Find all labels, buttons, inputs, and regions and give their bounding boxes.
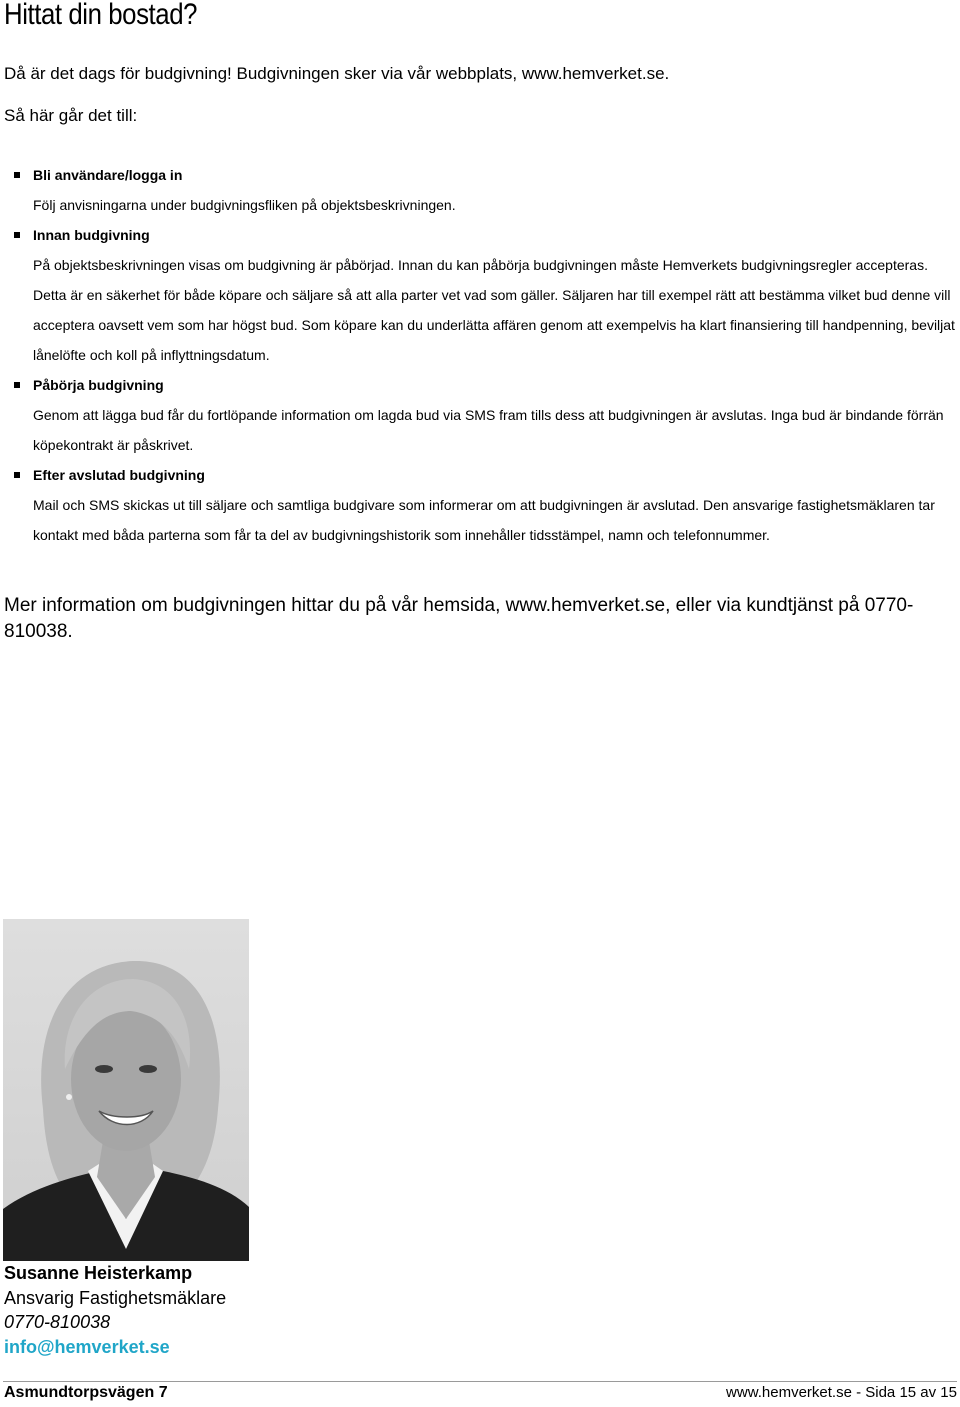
step-body: Följ anvisningarna under budgivningsfliken på objektsbeskrivningen. <box>33 197 456 213</box>
contact-role: Ansvarig Fastighetsmäklare <box>4 1288 227 1308</box>
intro-text: Då är det dags för budgivning! Budgivningen sker via vår webbplats, www.hemverket.se. <box>4 64 670 83</box>
step-body: På objektsbeskrivningen visas om budgivning är påbörjad. Innan du kan påbörja budgivningen måste Hemverkets budgivningsregler accepteras. Detta är en säkerhet för både köpare och säljare så att alla parter vet vad som gäller. Säljaren har till exempel rätt att bestämma vilket bud denne vill acceptera oavsett vem som har högst bud. Som köpare kan du underlätta affären genom att exempelvis ha klart finansiering till handpenning, beviljat lånelöfte och koll på inflyttningsdatum. <box>33 257 955 363</box>
footer-page-info: www.hemverket.se - Sida 15 av 15 <box>726 1384 957 1401</box>
contact-name: Susanne Heisterkamp <box>4 1263 193 1283</box>
step-item <box>0 220 960 370</box>
step-heading: Efter avslutad budgivning <box>33 467 205 483</box>
square-bullet-icon <box>14 172 20 178</box>
step-heading: Bli användare/logga in <box>33 167 183 183</box>
step-item <box>0 370 960 460</box>
square-bullet-icon <box>14 382 20 388</box>
footer-divider <box>3 1381 957 1382</box>
square-bullet-icon <box>14 232 20 238</box>
square-bullet-icon <box>14 472 20 478</box>
contact-phone: 0770-810038 <box>4 1312 111 1332</box>
agent-portrait-photo <box>3 919 249 1261</box>
step-body: Mail och SMS skickas ut till säljare och samtliga budgivare som informerar om att budgivningen är avslutad. Den ansvarige fastighetsmäklaren tar kontakt med båda parterna som får ta del av budgivningshistorik som innehåller tidsstämpel, namn och telefonnummer. <box>33 497 935 543</box>
portrait-illustration <box>3 919 249 1261</box>
more-info-text: Mer information om budgivningen hittar du på vår hemsida, www.hemverket.se, eller via kundtjänst på 0770-810038. <box>4 595 914 642</box>
page-title: Hittat din bostad? <box>4 0 198 31</box>
step-body: Genom att lägga bud får du fortlöpande information om lagda bud via SMS fram tills dess att budgivningen är avslutas. Inga bud är bindande förrän köpekontrakt är påskrivet. <box>33 407 944 453</box>
contact-email-link[interactable]: info@hemverket.se <box>4 1337 170 1357</box>
step-item <box>0 460 960 550</box>
footer-address: Asmundtorpsvägen 7 <box>4 1384 168 1401</box>
steps-list <box>0 160 960 550</box>
step-item <box>0 160 960 220</box>
intro-subheading: Så här går det till: <box>4 106 138 125</box>
step-heading: Innan budgivning <box>33 227 150 243</box>
step-heading: Påbörja budgivning <box>33 377 164 393</box>
